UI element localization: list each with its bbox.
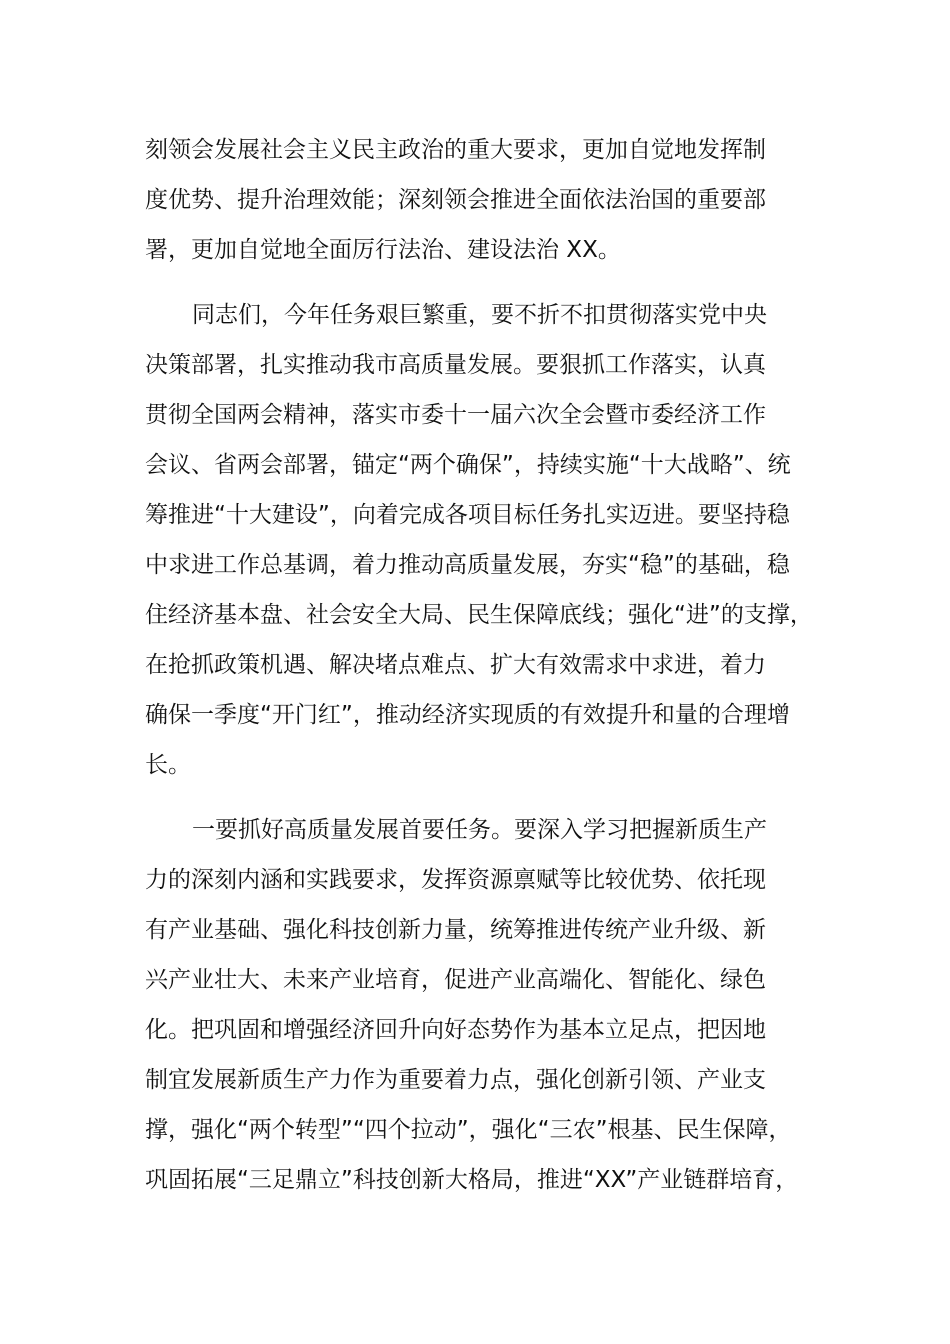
text-line: 刻领会发展社会主义民主政治的重大要求，更加自觉地发挥制 — [145, 137, 766, 163]
text-line: 化。把巩固和增强经济回升向好态势作为基本立足点，把因地 — [145, 1017, 766, 1043]
text-line: 巩固拓展“三足鼎立”科技创新大格局，推进“XX”产业链群培育， — [145, 1167, 799, 1193]
text-line: 长。 — [145, 752, 191, 778]
text-line: 制宜发展新质生产力作为重要着力点，强化创新引领、产业支 — [145, 1067, 766, 1093]
paragraph-3 — [145, 805, 825, 1205]
text-line: 贯彻全国两会精神，落实市委十一届六次全会暨市委经济工作 — [145, 402, 766, 428]
text-line: 度优势、提升治理效能；深刻领会推进全面依法治国的重要部 — [145, 187, 766, 213]
text-line: 署，更加自觉地全面厉行法治、建设法治 XX。 — [145, 237, 621, 263]
text-line: 力的深刻内涵和实践要求，发挥资源禀赋等比较优势、依托现 — [145, 867, 766, 893]
text-line: 撑，强化“两个转型”“四个拉动”，强化“三农”根基、民生保障， — [145, 1117, 792, 1143]
text-line: 住经济基本盘、社会安全大局、民生保障底线；强化“进”的支撑， — [145, 602, 813, 628]
text-line-first: 同志们，今年任务艰巨繁重，要不折不扣贯彻落实党中央 — [192, 302, 767, 328]
text-line: 筹推进“十大建设”，向着完成各项目标任务扎实迈进。要坚持稳 — [145, 502, 790, 528]
paragraph-1 — [145, 125, 825, 275]
text-line: 确保一季度“开门红”，推动经济实现质的有效提升和量的合理增 — [145, 702, 790, 728]
text-line: 中求进工作总基调，着力推动高质量发展，夯实“稳”的基础，稳 — [145, 552, 790, 578]
text-line: 在抢抓政策机遇、解决堵点难点、扩大有效需求中求进，着力 — [145, 652, 766, 678]
paragraph-2 — [145, 290, 825, 790]
text-line-first: 一要抓好高质量发展首要任务。要深入学习把握新质生产 — [192, 817, 767, 843]
text-line: 有产业基础、强化科技创新力量，统筹推进传统产业升级、新 — [145, 917, 766, 943]
text-line: 会议、省两会部署，锚定“两个确保”，持续实施“十大战略”、统 — [145, 452, 791, 478]
text-line: 决策部署，扎实推动我市高质量发展。要狠抓工作落实，认真 — [145, 352, 766, 378]
text-line: 兴产业壮大、未来产业培育，促进产业高端化、智能化、绿色 — [145, 967, 766, 993]
